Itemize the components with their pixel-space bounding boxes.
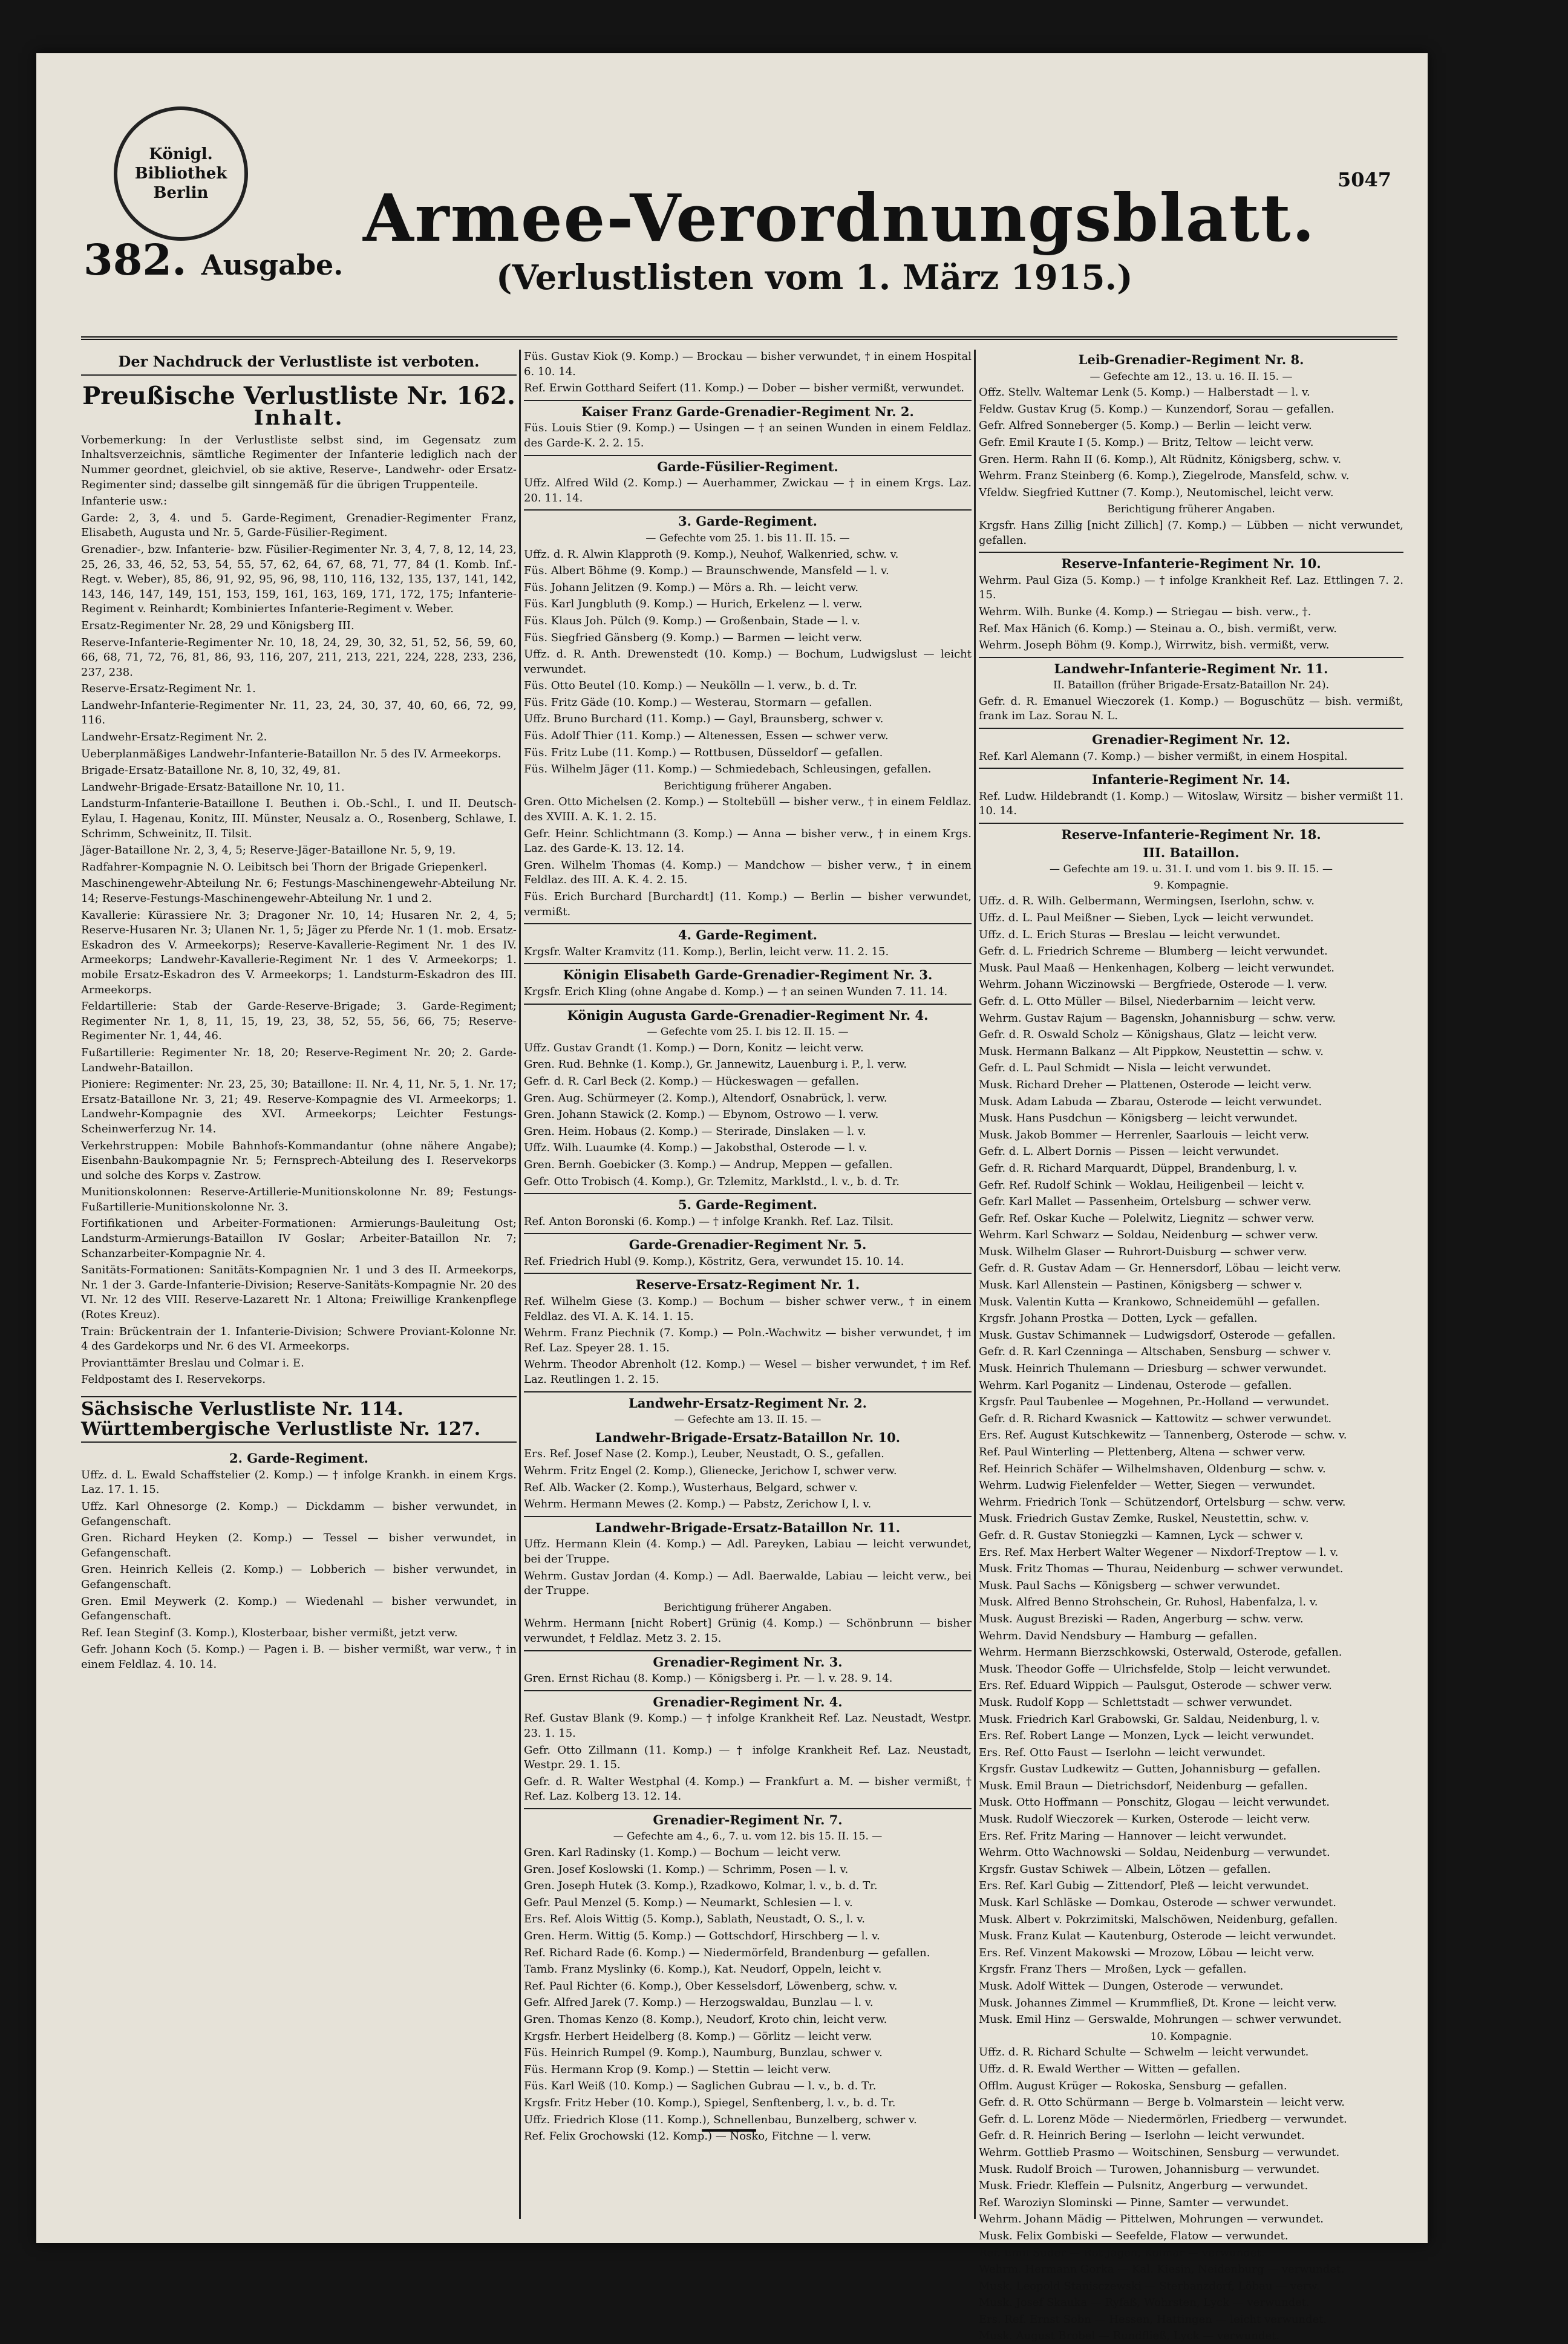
stamp-line: Berlin (153, 184, 209, 202)
contents-paragraph: Sanitäts-Formationen: Sanitäts-Kompagnien Nr. 1 und 3 des II. Armeekorps, Nr. 1 der 3. Garde-Infanterie-Division; Reserve-Sanitäts-Kompagnie Nr. 20 des VI. Nr. 12 des VIII. Reserve-Lazarett Nr. 1 Altona; Freiwillige Krankenpflege (Rotes Kreuz). (81, 1264, 517, 1322)
casualty-entry: Gren. Thomas Kenzo (8. Komp.), Neudorf, Kroto chin, leicht verw. (524, 2013, 887, 2026)
casualty-entry: Ers. Ref. Karl Gubig — Zittendorf, Pleß — leicht verwundet. (979, 1879, 1309, 1893)
contents-paragraph: Ersatz-Regimenter Nr. 28, 29 und Königsberg III. (81, 619, 354, 632)
regiment-heading: Reserve-Infanterie-Regiment Nr. 18. (1061, 827, 1321, 843)
regiment-heading: Landwehr-Brigade-Ersatz-Bataillon Nr. 10. (595, 1429, 901, 1445)
casualty-entry: Gren. Karl Radinsky (1. Komp.) — Bochum — leicht verw. (524, 1846, 841, 1859)
casualty-entry: Ref. Wilhelm Giese (3. Komp.) — Bochum — bisher schwer verw., † in einem Feldlaz. des VI. A. K. 14. 1. 15. (524, 1295, 972, 1323)
divider (81, 1396, 517, 1397)
divider (524, 509, 972, 511)
regiment-heading: 5. Garde-Regiment. (678, 1197, 817, 1213)
casualty-entry: Musk. Theodor Goffe — Ulrichsfelde, Stolp — leicht verwundet. (979, 1662, 1331, 1676)
contents-paragraph: Landsturm-Infanterie-Bataillone I. Beuthen i. Ob.-Schl., I. und II. Deutsch-Eylau, I. Hagenau, Konitz, III. Münster, Neusalz a. O., Rosenberg, Schlawe, I. Schrimm, Schweinitz, II. Tilsit. (81, 797, 517, 840)
casualty-entry: Musk. Otto Hoffmann — Ponschitz, Glogau — leicht verwundet. (979, 1796, 1330, 1809)
casualty-list (81, 1468, 517, 1673)
contents-paragraph: Brigade-Ersatz-Bataillone Nr. 8, 10, 32, 49, 81. (81, 764, 341, 777)
casualty-entry: Gefr. d. R. Karl Czenninga — Altschaben, Sensburg — schwer v. (979, 1345, 1331, 1359)
section-subheading: 10. Kompagnie. (1150, 2030, 1232, 2043)
casualty-entry: Musk. Paul Maaß — Henkenhagen, Kolberg — leicht verwundet. (979, 961, 1334, 974)
regiment-heading: Garde-Grenadier-Regiment Nr. 5. (629, 1237, 867, 1253)
regiment-heading: Landwehr-Infanterie-Regiment Nr. 11. (1054, 661, 1328, 676)
casualty-entry: Krgsfr. Franz Thers — Mroßen, Lyck — gefallen. (979, 1963, 1247, 1976)
casualty-entry: Musk. Friedr. Kleffein — Pulsnitz, Angerburg — verwundet. (979, 2179, 1308, 2193)
library-stamp (114, 106, 248, 241)
casualty-entry: Wehrm. Karl Schwarz — Soldau, Neidenburg — schwer verw. (979, 1229, 1318, 1242)
contents-paragraph: Landwehr-Brigade-Ersatz-Bataillone Nr. 10, 11. (81, 780, 345, 794)
casualty-entry: Musk. Karl Allenstein — Pastinen, Königsberg — schwer v. (979, 1279, 1302, 1292)
casualty-entry: Ers. Ref. Vinzent Makowski — Mrozow, Löbau — leicht verw. (979, 1946, 1315, 1959)
casualty-entry: Gren. Bernh. Goebicker (3. Komp.) — Andrup, Meppen — gefallen. (524, 1158, 893, 1171)
casualty-entry: Musk. Albert v. Pokrzimitski, Malschöwen, Neidenburg, gefallen. (979, 1913, 1338, 1926)
casualty-entry: Ref. Max Hänich (6. Komp.) — Steinau a. O., bish. vermißt, verw. (979, 622, 1337, 635)
casualty-entry: Musk. Heinrich Thulemann — Driesburg — schwer verwundet. (979, 1362, 1327, 1376)
page-number: 5047 (1337, 168, 1391, 191)
casualty-entry: Gren. Herm. Rahn II (6. Komp.), Alt Rüdnitz, Königsberg, schw. v. (979, 452, 1342, 466)
header-rule (81, 336, 1397, 340)
casualty-entry: Gefr. d. R. Gustav Stoniegzki — Kamnen, Lyck — schwer v. (979, 1529, 1304, 1542)
casualty-entry: Musk. August Brobel — Rundfließ, Lyck — verwundet. (979, 2329, 1280, 2343)
casualty-entry: Uffz. Hermann Klein (4. Komp.) — Adl. Pareyken, Labiau — leicht verwundet, bei der Truppe. (524, 1538, 972, 1565)
casualty-entry: Krgsfr. Gustav Schiwek — Albein, Lötzen — gefallen. (979, 1862, 1271, 1876)
casualty-entry: Musk. Friedrich Gustav Zemke, Ruskel, Neustettin, schw. v. (979, 1512, 1309, 1526)
casualty-entry: Gren. Wilhelm Thomas (4. Komp.) — Mandchow — bisher verw., † in einem Feldlaz. des III. A. K. 4. 2. 15. (524, 858, 972, 887)
casualty-entry: Krgsfr. Erich Kling (ohne Angabe d. Komp.) — † an seinen Wunden 7. 11. 14. (524, 985, 948, 998)
casualty-entry: Ref. Emil Suder — Rot Jägen, Kolmar — verwundet. (979, 2246, 1265, 2259)
casualty-entry: Musk. Rudolf Broich — Turowen, Johannisburg — verwundet. (979, 2163, 1320, 2176)
casualty-entry: Gefr. Paul Menzel (5. Komp.) — Neumarkt, Schlesien — l. v. (524, 1896, 853, 1909)
casualty-entry: Gefr. d. L. Friedrich Schreme — Blumberg — leicht verwundet. (979, 945, 1328, 958)
casualty-entry: Gren. Heim. Hobaus (2. Komp.) — Sterirade, Dinslaken — l. v. (524, 1125, 866, 1138)
regiment-heading: Königin Elisabeth Garde-Grenadier-Regiment Nr. 3. (563, 967, 933, 983)
casualty-entry: Krgsfr. Walter Kramvitz (11. Komp.), Berlin, leicht verw. 11. 2. 15. (524, 945, 889, 958)
casualty-entry: Uffz. d. R. Alwin Klapproth (9. Komp.), Neuhof, Walkenried, schw. v. (524, 547, 899, 561)
casualty-entry: Gefr. d. R. Walter Westphal (4. Komp.) — Frankfurt a. M. — bisher vermißt, † Ref. Laz. Kolberg 13. 12. 14. (524, 1775, 972, 1803)
casualty-entry: Feldw. Gustav Krug (5. Komp.) — Kunzendorf, Sorau — gefallen. (979, 402, 1334, 416)
contents-paragraph: Feldartillerie: Stab der Garde-Reserve-Brigade; 3. Garde-Regiment; Regimenter Nr. 1, 8, 11, 15, 19, 23, 38, 52, 55, 56, 66, 75; Reserve-Regimenter Nr. 1, 44, 46. (81, 1000, 517, 1043)
section-subheading: 9. Kompagnie. (1154, 879, 1229, 892)
casualty-entry: Gren. Emil Meywerk (2. Komp.) — Wiedenahl — bisher verwundet, in Gefangenschaft. (81, 1595, 517, 1623)
section-subheading: — Gefechte vom 25. 1. bis 11. II. 15. — (645, 532, 850, 544)
casualty-entry: Wehrm. David Nendsbury — Hamburg — gefallen. (979, 1629, 1258, 1642)
regiment-heading: Grenadier-Regiment Nr. 12. (1092, 732, 1290, 748)
casualty-entry: Gefr. Ref. Oskar Kuche — Polelwitz, Liegnitz — schwer verw. (979, 1212, 1315, 1225)
divider (979, 728, 1403, 729)
column-middle (524, 350, 972, 2219)
casualty-entry: Musk. Hermann Balkanz — Alt Pippkow, Neustettin — schw. v. (979, 1045, 1324, 1058)
regiment-heading: Landwehr-Ersatz-Regiment Nr. 2. (629, 1395, 867, 1411)
regiment-heading: Reserve-Ersatz-Regiment Nr. 1. (635, 1277, 860, 1293)
casualty-entry: Uffz. d. R. Anth. Drewenstedt (10. Komp.) — Bochum, Ludwigslust — leicht verwundet. (524, 648, 972, 676)
contents-heading: Inhalt. (253, 406, 344, 431)
issue-number: 382. (83, 235, 187, 285)
casualty-entry: Gefr. Karl Mallet — Passenheim, Ortelsburg — schwer verw. (979, 1195, 1312, 1209)
regiment-heading: Landwehr-Brigade-Ersatz-Bataillon Nr. 11. (595, 1520, 901, 1535)
column-right (979, 350, 1403, 2343)
contents-paragraph: Munitionskolonnen: Reserve-Artillerie-Munitionskolonne Nr. 89; Festungs-Fußartillerie-Munitionskolonne Nr. 3. (81, 1186, 517, 1213)
casualty-entry: Ers. Ref. Robert Lange — Monzen, Lyck — leicht verwundet. (979, 1729, 1315, 1743)
casualty-entry: Gefr. Johann Koch (5. Komp.) — Pagen i. B. — bisher vermißt, war verw., † in einem Feldlaz. 4. 10. 14. (81, 1643, 517, 1671)
casualty-entry: Gren. Johann Stawick (2. Komp.) — Ebynom, Ostrowo — l. verw. (524, 1108, 879, 1121)
casualty-entry: Krgsfr. Herbert Heidelberg (8. Komp.) — Görlitz — leicht verw. (524, 2029, 872, 2043)
casualty-entry: Musk. Richard Dreher — Plattenen, Osterode — leicht verw. (979, 1078, 1312, 1091)
casualty-entry: Ref. Alb. Wacker (2. Komp.), Wusterhaus, Belgard, schwer v. (524, 1481, 858, 1494)
casualty-entry: Uffz. d. R. Wilh. Gelbermann, Wermingsen, Iserlohn, schw. v. (979, 895, 1315, 908)
casualty-entry: Wehrm. Gustav Jordan (4. Komp.) — Adl. Baerwalde, Labiau — leicht verw., bei der Truppe. (524, 1569, 972, 1598)
casualty-entry: Ref. Gustav Blank (9. Komp.) — † infolge Krankheit Ref. Laz. Neustadt, Westpr. 23. 1. 15. (524, 1712, 972, 1740)
casualty-entry: Offlm. August Krüger — Rokoska, Sensburg — gefallen. (979, 2079, 1287, 2092)
casualty-entry: Ers. Ref. Fritz Maring — Hannover — leicht verwundet. (979, 1829, 1287, 1843)
casualty-entry: Füs. Gustav Kiok (9. Komp.) — Brockau — bisher verwundet, † in einem Hospital 6. 10. 14. (524, 350, 972, 378)
casualty-entry: Gefr. d. R. Otto Schürmann — Berge b. Volmarstein — leicht verw. (979, 2096, 1345, 2109)
casualty-entry: Uffz. Bruno Burchard (11. Komp.) — Gayl, Braunsberg, schwer v. (524, 713, 884, 726)
casualty-entry: Gefr. d. R. Carl Beck (2. Komp.) — Hückeswagen — gefallen. (524, 1074, 859, 1088)
casualty-entry: Wehrm. Fritz Engel (2. Komp.), Glienecke, Jerichow I, schwer verw. (524, 1464, 897, 1477)
casualty-entry: Gefr. Otto Trobisch (4. Komp.), Gr. Tzlemitz, Marklstd., l. v., b. d. Tr. (524, 1175, 900, 1188)
stamp-line: Königl. (149, 145, 213, 163)
regiment-heading: Reserve-Infanterie-Regiment Nr. 10. (1061, 556, 1321, 572)
casualty-entry: Tamb. Franz Myslinky (6. Komp.), Kat. Neudorf, Oppeln, leicht v. (524, 1963, 882, 1976)
casualty-entry: Wehrm. Hermann Bierzschkowski, Osterwald, Osterode, gefallen. (979, 1646, 1342, 1659)
casualty-entry: Musk. Fritz Thomas — Thurau, Neidenburg — schwer verwundet. (979, 1562, 1344, 1576)
casualty-entry: Füs. Fritz Lube (11. Komp.) — Rottbusen, Düsseldorf — gefallen. (524, 746, 883, 759)
casualty-entry: Musk. Felix Gombiski — Seefelde, Flatow — verwundet. (979, 2229, 1289, 2242)
casualty-entry: Gefr. d. L. Paul Schmidt — Nisla — leicht verwundet. (979, 1062, 1271, 1075)
casualty-entry: Füs. Siegfried Gänsberg (9. Komp.) — Barmen — leicht verw. (524, 631, 862, 644)
contents-paragraph: Ueberplanmäßiges Landwehr-Infanterie-Bataillon Nr. 5 des IV. Armeekorps. (81, 747, 501, 760)
regiment-heading: Grenadier-Regiment Nr. 4. (653, 1694, 843, 1709)
casualty-entry: Gefr. d. R. Richard Marquardt, Düppel, Brandenburg, l. v. (979, 1161, 1298, 1175)
casualty-entry: Wehrm. Ludwig Fielenfelder — Wetter, Siegen — verwundet. (979, 1479, 1316, 1492)
regiment-heading: Leib-Grenadier-Regiment Nr. 8. (1078, 352, 1304, 367)
casualty-entry: Musk. Emil Braun — Dietrichsdorf, Neidenburg — gefallen. (979, 1779, 1308, 1792)
contents-paragraph: Radfahrer-Kompagnie N. O. Leibitsch bei Thorn der Brigade Griepenkerl. (81, 860, 488, 873)
casualty-entry: Ref. Erwin Gotthard Seifert (11. Komp.) — Dober — bisher vermißt, verwundet. (524, 382, 964, 395)
contents-paragraph: Reserve-Infanterie-Regimenter Nr. 10, 18, 24, 29, 30, 32, 51, 52, 56, 59, 60, 66, 68, 71, 72, 76, 81, 86, 93, 116, 207, 211, 213, 221, 224, 228, 233, 236, 237, 238. (81, 636, 517, 679)
casualty-entry: Füs. Erich Burchard [Burchardt] (11. Komp.) — Berlin — bisher verwundet, vermißt. (524, 890, 972, 918)
casualty-entry: Uffz. d. R. Ewald Werther — Witten — gefallen. (979, 2062, 1241, 2075)
section-subheading: II. Bataillon (früher Brigade-Ersatz-Bataillon Nr. 24). (1053, 679, 1330, 692)
casualty-entry: Musk. Adolf Wittek — Dungen, Osterode — verwundet. (979, 1980, 1284, 1993)
reprint-notice: Der Nachdruck der Verlustliste ist verboten. (118, 353, 480, 370)
regiment-heading: Kaiser Franz Garde-Grenadier-Regiment Nr. 2. (581, 403, 914, 419)
divider (524, 1391, 972, 1392)
contents-paragraph: Verkehrstruppen: Mobile Bahnhofs-Kommandantur (ohne nähere Angabe); Eisenbahn-Baukompagnie Nr. 5; Fernsprech-Abteilung des I. Reservekorps und solche des Korps v. Zastrow. (81, 1139, 517, 1182)
casualty-entry: Musk. Valentin Kutta — Krankowo, Schneidemühl — gefallen. (979, 1295, 1320, 1308)
casualty-entry: Ers. Ref. Max Herbert Walter Wegener — Nixdorf-Treptow — l. v. (979, 1546, 1339, 1559)
casualty-entry: Gren. Aug. Schürmeyer (2. Komp.), Altendorf, Osnabrück, l. verw. (524, 1091, 887, 1105)
casualty-entry: Füs. Albert Böhme (9. Komp.) — Braunschwende, Mansfeld — l. v. (524, 564, 889, 578)
casualty-entry: Uffz. Alfred Wild (2. Komp.) — Auerhammer, Zwickau — † in einem Krgs. Laz. 20. 11. 14. (524, 477, 972, 504)
casualty-entry: Füs. Karl Weiß (10. Komp.) — Saglichen Gubrau — l. v., b. d. Tr. (524, 2080, 877, 2093)
casualty-entry: Gren. Joseph Hutek (3. Komp.), Rzadkowo, Kolmar, l. v., b. d. Tr. (524, 1879, 878, 1893)
casualty-entry: Musk. Hans Pusdchun — Königsberg — leicht verwundet. (979, 1112, 1298, 1125)
casualty-entry: Ers. Ref. Eduard Wippich — Paulsgut, Osterode — schwer verw. (979, 1679, 1332, 1693)
section-subheading: — Gefechte am 4., 6., 7. u. vom 12. bis 15. II. 15. — (613, 1830, 883, 1843)
divider (979, 823, 1403, 824)
casualty-entry: Wehrm. Hermann [nicht Robert] Grünig (4. Komp.) — Schönbrunn — bisher verwundet, † Feldlaz. Metz 3. 2. 15. (524, 1617, 972, 1645)
casualty-entry: Ref. Richard Rade (6. Komp.) — Niedermörfeld, Brandenburg — gefallen. (524, 1946, 930, 1959)
casualty-entry: Füs. Adolf Thier (11. Komp.) — Altenessen, Essen — schwer verw. (524, 730, 889, 743)
contents-paragraph: Maschinengewehr-Abteilung Nr. 6; Festungs-Maschinengewehr-Abteilung Nr. 14; Reserve-Festungs-Maschinengewehr-Abteilung Nr. 1 und 2. (81, 877, 517, 905)
casualty-entry: Musk. Gustav Schimannek — Ludwigsdorf, Osterode — gefallen. (979, 1328, 1336, 1342)
divider (81, 374, 517, 376)
issue-label (83, 235, 343, 285)
casualty-entry: Ref. Paul Winterling — Plettenberg, Altena — schwer verw. (979, 1446, 1305, 1458)
casualty-entry: Musk. Adam Labuda — Zbarau, Osterode — leicht verwundet. (979, 1095, 1322, 1108)
regiment-heading: III. Bataillon. (1143, 844, 1240, 860)
divider (524, 1650, 972, 1651)
casualty-entry: Krgsfr. Johann Prostka — Dotten, Lyck — gefallen. (979, 1312, 1258, 1325)
casualty-entry: Uffz. Wilh. Luaumke (4. Komp.) — Jakobsthal, Osterode — l. v. (524, 1141, 867, 1155)
divider (979, 552, 1403, 553)
casualty-entry: Füs. Karl Jungbluth (9. Komp.) — Hurich, Erkelenz — l. verw. (524, 598, 863, 611)
casualty-entry: Musk. Leopold Stanisczewski — Sterbanzdorf, Löbau — verw. (979, 2279, 1320, 2293)
casualty-entry: Musk. Karl Schläske — Domkau, Osterode — schwer verwundet. (979, 1896, 1337, 1910)
section-subheading: — Gefechte vom 25. I. bis 12. II. 15. — (647, 1026, 849, 1039)
casualty-entry: Ers. Ref. August Kutschkewitz — Tannenberg, Osterode — schw. v. (979, 1429, 1347, 1442)
casualty-entry: Füs. Otto Beutel (10. Komp.) — Neukölln — l. verw., b. d. Tr. (524, 679, 857, 693)
casualty-entry: Gren. Rud. Behnke (1. Komp.), Gr. Jannewitz, Lauenburg i. P., l. verw. (524, 1058, 907, 1071)
end-rule (702, 2129, 756, 2132)
casualty-entry: Uffz. d. L. Paul Meißner — Sieben, Lyck — leicht verwundet. (979, 912, 1314, 924)
casualty-entry: Gren. Otto Michelsen (2. Komp.) — Stoltebüll — bisher verw., † in einem Feldlaz. des XVIII. A. K. 1. 2. 15. (524, 795, 972, 824)
casualty-entry: Wehrm. Franz Steinberg (6. Komp.), Ziegelrode, Mansfeld, schw. v. (979, 469, 1350, 483)
casualty-entry: Gren. Josef Koslowski (1. Komp.) — Schrimm, Posen — l. v. (524, 1862, 849, 1876)
issue-word: Ausgabe. (201, 249, 344, 281)
casualty-entry: Gefr. d. R. Richard Kwasnick — Kattowitz — schwer verwundet. (979, 1412, 1332, 1425)
column-divider (519, 350, 521, 2219)
casualty-entry: Füs. Klaus Joh. Pülch (9. Komp.) — Großenbain, Stade — l. v. (524, 614, 860, 627)
casualty-entry: Uffz. d. L. Ewald Schaffstelier (2. Komp.) — † infolge Krankh. in einem Krgs. Laz. 17. 1. 15. (81, 1468, 517, 1497)
casualty-entry: Musk. Johannes Zimmel — Krummfließ, Dt. Krone — leicht verw. (979, 1996, 1337, 2009)
casualty-entry: Füs. Heinrich Rumpel (9. Komp.), Naumburg, Bunzlau, schwer v. (524, 2046, 883, 2060)
casualty-entry: Ers. Ref. Alois Wittig (5. Komp.), Sablath, Neustadt, O. S., l. v. (524, 1913, 866, 1926)
casualty-entry: Ref. Iean Steginf (3. Komp.), Klosterbaar, bisher vermißt, jetzt verw. (81, 1626, 458, 1639)
casualty-entry: Gren. Richard Heyken (2. Komp.) — Tessel — bisher verwundet, in Gefangenschaft. (81, 1532, 517, 1559)
section-subheading: Berichtigung früherer Angaben. (664, 780, 832, 792)
page-subtitle: (Verlustlisten vom 1. März 1915.) (496, 258, 1133, 298)
casualty-entry: Wehrm. Paul Giza (5. Komp.) — † infolge Krankheit Ref. Laz. Ettlingen 7. 2. 15. (979, 573, 1403, 602)
column-left (81, 350, 517, 2219)
casualty-entry: Ref. Heinrich Schäfer — Wilhelmshaven, Oldenburg — schw. v. (979, 1462, 1326, 1475)
casualty-entry: Vfeldw. Siegfried Kuttner (7. Komp.), Neutomischel, leicht verw. (979, 486, 1334, 499)
casualty-entry: Füs. Hermann Krop (9. Komp.) — Stettin — leicht verw. (524, 2063, 831, 2076)
newspaper-page (36, 53, 1428, 2343)
casualty-entry: Ers. Ref. Otto Faust — Iserlohn — leicht verwundet. (979, 1746, 1266, 1759)
casualty-entry: Wehrm. Gustav Rajum — Bagenskn, Johannisburg — schw. verw. (979, 1011, 1336, 1025)
casualty-entry: Musk. August Breziski — Raden, Angerburg — schw. verw. (979, 1612, 1304, 1625)
casualty-entry: Musk. Rudolf Wieczorek — Kurken, Osterode — leicht verw. (979, 1813, 1310, 1826)
casualty-entry: Musk. Friedrich Karl Grabowski, Gr. Saldau, Neidenburg, l. v. (979, 1712, 1320, 1726)
casualty-entry: Gefr. d. R. Oswald Scholz — Königshaus, Glatz — leicht verw. (979, 1028, 1318, 1042)
casualty-entry: Wehrm. Hermann Mewes (2. Komp.) — Pabstz, Zerichow I, l. v. (524, 1498, 872, 1511)
casualty-entry: Gefr. Otto Zillmann (11. Komp.) — † infolge Krankheit Ref. Laz. Neustadt, Westpr. 29. 1. 15. (524, 1743, 972, 1772)
contents-paragraph: Infanterie usw.: (81, 495, 168, 508)
contents-paragraph: Garde: 2, 3, 4. und 5. Garde-Regiment, Grenadier-Regimenter Franz, Elisabeth, Augusta und Nr. 5, Garde-Füsilier-Regiment. (81, 511, 517, 540)
casualty-entry: Krgsfr. Paul Taubenlee — Mogehnen, Pr.-Holland — verwundet. (979, 1396, 1330, 1409)
casualty-entry: Uffz. Gustav Grandt (1. Komp.) — Dorn, Konitz — leicht verw. (524, 1041, 864, 1054)
casualty-entry: Wehrm. Gottlieb Prasmo — Woitschinen, Sensburg — verwundet. (979, 2146, 1340, 2159)
casualty-entry: Wehrm. Theodor Abrenholt (12. Komp.) — Wesel — bisher verwundet, † im Ref. Laz. Reutlingen 1. 2. 15. (524, 1358, 972, 1386)
divider (524, 1004, 972, 1005)
casualty-entry: Ref. Ludw. Hildebrandt (1. Komp.) — Witoslaw, Wirsitz — bisher vermißt 11. 10. 14. (979, 789, 1403, 818)
casualty-entry: Wehrm. Friedrich Tonk — Schützendorf, Ortelsburg — schw. verw. (979, 1495, 1346, 1509)
regiment-heading: Grenadier-Regiment Nr. 3. (653, 1654, 843, 1670)
casualty-entry: Gren. Herm. Wittig (5. Komp.) — Gottschdorf, Hirschberg — l. v. (524, 1930, 880, 1943)
divider (81, 1441, 517, 1443)
casualty-entry: Uffz. Karl Ohnesorge (2. Komp.) — Dickdamm — bisher verwundet, in Gefangenschaft. (81, 1500, 517, 1528)
section-subheading: Berichtigung früherer Angaben. (1107, 503, 1275, 516)
column-divider (974, 350, 976, 2219)
casualty-entry: Gefr. d. R. Gustav Adam — Gr. Hennersdorf, Löbau — leicht verw. (979, 1262, 1341, 1275)
casualty-entry: Wehrm. Hermann Gorka — Kal. Kiesin, Neidenburg — verwundet. (979, 2263, 1344, 2276)
contents-paragraph: Provianttämter Breslau und Colmar i. E. (81, 1356, 304, 1370)
divider (524, 1690, 972, 1691)
casualty-entry: Ref. Waroziyn Slominski — Pinne, Samter — verwundet. (979, 2196, 1289, 2209)
page-title: Armee-Verordnungsblatt. (363, 180, 1316, 256)
divider (524, 1193, 972, 1194)
casualty-entry: Ref. Karl Alemann (7. Komp.) — bisher vermißt, in einem Hospital. (979, 749, 1348, 763)
casualty-entry: Krgsfr. Gustav Ludkewitz — Gutten, Johannisburg — gefallen. (979, 1763, 1321, 1776)
casualty-entry: Offz. Stellv. Waltemar Lenk (5. Komp.) — Halberstadt — l. v. (979, 386, 1310, 399)
contents-paragraph: Landwehr-Infanterie-Regimenter Nr. 11, 23, 24, 30, 37, 40, 60, 66, 72, 99, 116. (81, 699, 517, 727)
list-title: Preußische Verlustliste Nr. 162. (82, 381, 515, 410)
regiment-heading: Grenadier-Regiment Nr. 7. (653, 1812, 843, 1827)
casualty-entry: Ers. Ref. Josef Nase (2. Komp.), Leuber, Neustadt, O. S., gefallen. (524, 1448, 884, 1461)
divider (524, 455, 972, 456)
casualty-entry: Wehrm. Franz Piechnik (7. Komp.) — Poln.-Wachwitz — bisher verwundet, † im Ref. Laz. Speyer 28. 1. 15. (524, 1327, 972, 1354)
casualty-entry: Ref. Paul Richter (6. Komp.), Ober Kesselsdorf, Löwenberg, schw. v. (524, 1979, 898, 1993)
preliminary-note: Vorbemerkung: In der Verlustliste selbst sind, im Gegensatz zum Inhaltsverzeichnis, sämtliche Regimenter der Infanterie lediglich nach der Nummer geordnet, gleichviel, ob sie aktive, Reserve-, Landwehr- oder Ersatz-Regimenter sind; dasselbe gilt sinngemäß für die übrigen Truppenteile. (81, 433, 517, 491)
divider (524, 923, 972, 924)
casualty-entry: Gefr. Alfred Jarek (7. Komp.) — Herzogswaldau, Bunzlau — l. v. (524, 1996, 874, 2009)
casualty-entry: Ers. Ref. Ernst Sobn — Hessen, Hattingen — leicht verwundet. (979, 2313, 1327, 2326)
contents-paragraph: Fußartillerie: Regimenter Nr. 18, 20; Reserve-Regiment Nr. 20; 2. Garde-Landwehr-Bataillon. (81, 1046, 517, 1074)
casualty-entry: Krgsfr. Fritz Heber (10. Komp.), Spiegel, Senftenberg, l. v., b. d. Tr. (524, 2096, 896, 2109)
casualty-entry: Gefr. d. L. Otto Müller — Bilsel, Niederbarnim — leicht verw. (979, 994, 1316, 1008)
regiment-heading: 3. Garde-Regiment. (678, 514, 817, 529)
stamp-line: Bibliothek (134, 165, 227, 183)
casualty-entry: Musk. Rudolf Kopp — Schlettstadt — schwer verwundet. (979, 1696, 1293, 1709)
casualty-entry: Wehrm. Johann Mädig — Pittelwen, Mohrungen — verwundet. (979, 2213, 1324, 2226)
divider (524, 1233, 972, 1234)
casualty-entry: Uffz. d. L. Erich Sturas — Breslau — leicht verwundet. (979, 928, 1281, 941)
casualty-entry: Krgsfr. Hans Zillig [nicht Zillich] (7. Komp.) — Lübben — nicht verwundet, gefallen. (979, 518, 1403, 547)
casualty-entry: Musk. Josef Skauka — Ryfaß, Wohrsten, Lyck — verwundet. (979, 2296, 1310, 2310)
casualty-entry: Musk. Paul Sachs — Königsberg — schwer verwundet. (979, 1579, 1281, 1592)
casualty-entry: Gren. Heinrich Kelleis (2. Komp.) — Lobberich — bisher verwundet, in Gefangenschaft. (81, 1563, 517, 1591)
divider (524, 963, 972, 964)
wuerttemberg-list-title: Württembergische Verlustliste Nr. 127. (81, 1418, 481, 1440)
contents-paragraph: Jäger-Bataillone Nr. 2, 3, 4, 5; Reserve-Jäger-Bataillone Nr. 5, 9, 19. (81, 844, 456, 857)
casualty-entry: Gefr. Ref. Rudolf Schink — Woklau, Heiligenbeil — leicht v. (979, 1178, 1305, 1192)
casualty-entry: Ref. Anton Boronski (6. Komp.) — † infolge Krankh. Ref. Laz. Tilsit. (524, 1215, 894, 1228)
casualty-entry: Ref. Friedrich Hubl (9. Komp.), Köstritz, Gera, verwundet 15. 10. 14. (524, 1255, 904, 1268)
casualty-entry: Wehrm. Otto Wachnowski — Soldau, Neidenburg — verwundet. (979, 1846, 1330, 1859)
casualty-entry: Wehrm. Johann Wiczinowski — Bergfriede, Osterode — l. verw. (979, 978, 1327, 991)
casualty-entry: Gefr. d. R. Heinrich Bering — Iserlohn — leicht verwundet. (979, 2129, 1305, 2143)
casualty-entry: Füs. Fritz Gäde (10. Komp.) — Westerau, Stormarn — gefallen. (524, 696, 872, 709)
contents-paragraph: Landwehr-Ersatz-Regiment Nr. 2. (81, 731, 267, 744)
regiment-heading: 4. Garde-Regiment. (678, 927, 817, 943)
contents-paragraph: Grenadier-, bzw. Infanterie- bzw. Füsilier-Regimenter Nr. 3, 4, 7, 8, 12, 14, 23, 25, 26, 33, 46, 52, 53, 54, 55, 57, 62, 64, 67, 68, 71, 77, 84 (1. Komb. Inf.-Regt. v. Weber), 85, 86, 91, 92, 95, 96, 98, 110, 116, 132, 135, 137, 141, 142, 143, 146, 147, 149, 151, 153, 159, 161, 163, 169, 171, 172, 175; Infanterie-Regiment v. Reinhardt; Kombiniertes Infanterie-Regiment v. Weber. (81, 543, 517, 616)
section-subheading: Berichtigung früherer Angaben. (664, 1601, 832, 1614)
casualty-entry: Gefr. Heinr. Schlichtmann (3. Komp.) — Anna — bisher verw., † in einem Krgs. Laz. des Garde-K. 13. 12. 14. (524, 827, 972, 855)
contents-paragraph: Train: Brückentrain der 1. Infanterie-Division; Schwere Proviant-Kolonne Nr. 4 des Gardekorps und Nr. 6 des VI. Armeekorps. (81, 1325, 517, 1353)
regiment-heading: Garde-Füsilier-Regiment. (657, 459, 838, 474)
casualty-entry: Wehrm. Karl Poganitz — Lindenau, Osterode — gefallen. (979, 1379, 1292, 1392)
contents-paragraph: Feldpostamt des I. Reservekorps. (81, 1373, 266, 1386)
contents-paragraph: Kavallerie: Kürassiere Nr. 3; Dragoner Nr. 10, 14; Husaren Nr. 2, 4, 5; Reserve-Husaren Nr. 3; Ulanen Nr. 1, 5; Jäger zu Pferde Nr. 1 (1. mob. Ersatz-Eskadron des V. Armeekorps); Reserve-Kavallerie-Regiment Nr. 1 des IV. Armeekorps; Landwehr-Kavallerie-Regiment Nr. 1 des V. Armeekorps; 1. mobile Ersatz-Eskadron des V. Armeekorps; 1. Landsturm-Eskadron des III. Armeekorps. (81, 909, 517, 996)
casualty-entry: Wehrm. Wilh. Bunke (4. Komp.) — Striegau — bish. verw., †. (979, 605, 1312, 618)
contents-paragraph: Pioniere: Regimenter: Nr. 23, 25, 30; Bataillone: II. Nr. 4, 11, Nr. 5, 1. Nr. 17; Ersatz-Bataillone Nr. 3, 21; 49. Reserve-Kompagnie des VI. Armeekorps; 1. Landwehr-Kompagnie des XVI. Armeekorps; Leichter Festungs-Scheinwerferzug Nr. 14. (81, 1078, 517, 1135)
casualty-entry: Füs. Wilhelm Jäger (11. Komp.) — Schmiedebach, Schleusingen, gefallen. (524, 763, 932, 776)
casualty-entry: Musk. Wilhelm Glaser — Ruhrort-Duisburg — schwer verw. (979, 1245, 1307, 1258)
divider (979, 657, 1403, 658)
regiment-heading: Königin Augusta Garde-Grenadier-Regiment Nr. 4. (567, 1007, 929, 1023)
divider (524, 400, 972, 401)
saxon-list-title: Sächsische Verlustliste Nr. 114. (81, 1399, 403, 1420)
section-heading: 2. Garde-Regiment. (229, 1451, 368, 1466)
divider (524, 1516, 972, 1517)
casualty-entry: Uffz. Friedrich Klose (11. Komp.), Schnellenbau, Bunzelberg, schwer v. (524, 2113, 917, 2126)
divider (524, 1273, 972, 1274)
casualty-entry: Musk. Emil Hinz — Gerswalde, Mohrungen — schwer verwundet. (979, 2013, 1342, 2026)
section-subheading: — Gefechte am 19. u. 31. I. und vom 1. bis 9. II. 15. — (1050, 863, 1333, 876)
casualty-entry: Gren. Ernst Richau (8. Komp.) — Königsberg i. Pr. — l. v. 28. 9. 14. (524, 1672, 893, 1685)
casualty-entry: Musk. Franz Kulat — Kautenburg, Osterode — leicht verwundet. (979, 1930, 1336, 1943)
section-subheading: — Gefechte am 12., 13. u. 16. II. 15. — (1089, 370, 1293, 383)
casualty-entry: Gefr. d. R. Emanuel Wieczorek (1. Komp.) — Boguschütz — bish. vermißt, frank im Laz. Sorau N. L. (979, 694, 1403, 723)
divider (979, 768, 1403, 769)
contents-paragraph: Fortifikationen und Arbeiter-Formationen: Armierungs-Bauleitung Ost; Landsturm-Armierungs-Bataillon IV Goslar; Arbeiter-Bataillon Nr. 7; Schanzarbeiter-Kompagnie Nr. 4. (81, 1217, 517, 1260)
casualty-entry: Wehrm. Joseph Böhm (9. Komp.), Wirrwitz, bish. vermißt, verw. (979, 639, 1330, 652)
casualty-entry: Gefr. Emil Kraute I (5. Komp.) — Britz, Teltow — leicht verw. (979, 436, 1314, 449)
casualty-entry: Füs. Louis Stier (9. Komp.) — Usingen — † an seinen Wunden in einem Feldlaz. des Garde-K. 2. 2. 15. (524, 422, 972, 449)
casualty-entry: Ref. Felix Grochowski (12. Komp.) — Nosko, Fitchne — l. verw. (524, 2130, 871, 2143)
section-subheading: — Gefechte am 13. II. 15. — (674, 1414, 822, 1426)
divider (524, 1808, 972, 1809)
casualty-entry: Füs. Johann Jelitzen (9. Komp.) — Mörs a. Rh. — leicht verw. (524, 581, 859, 594)
casualty-entry: Gefr. Alfred Sonneberger (5. Komp.) — Berlin — leicht verw. (979, 419, 1312, 433)
casualty-entry: Musk. Jakob Bommer — Herrenler, Saarlouis — leicht verw. (979, 1128, 1309, 1141)
casualty-entry: Gefr. d. L. Albert Dornis — Pissen — leicht verwundet. (979, 1145, 1279, 1158)
contents-list (81, 494, 517, 1388)
casualty-entry: Musk. Alfred Benno Strohschein, Gr. Ruhosl, Habenfalza, l. v. (979, 1596, 1318, 1609)
regiment-heading: Infanterie-Regiment Nr. 14. (1091, 772, 1290, 788)
casualty-entry: Uffz. d. R. Richard Schulte — Schwelm — leicht verwundet. (979, 2046, 1309, 2059)
contents-paragraph: Reserve-Ersatz-Regiment Nr. 1. (81, 682, 256, 696)
casualty-entry: Gefr. d. L. Lorenz Möde — Niedermörlen, Friedberg — verwundet. (979, 2112, 1347, 2126)
